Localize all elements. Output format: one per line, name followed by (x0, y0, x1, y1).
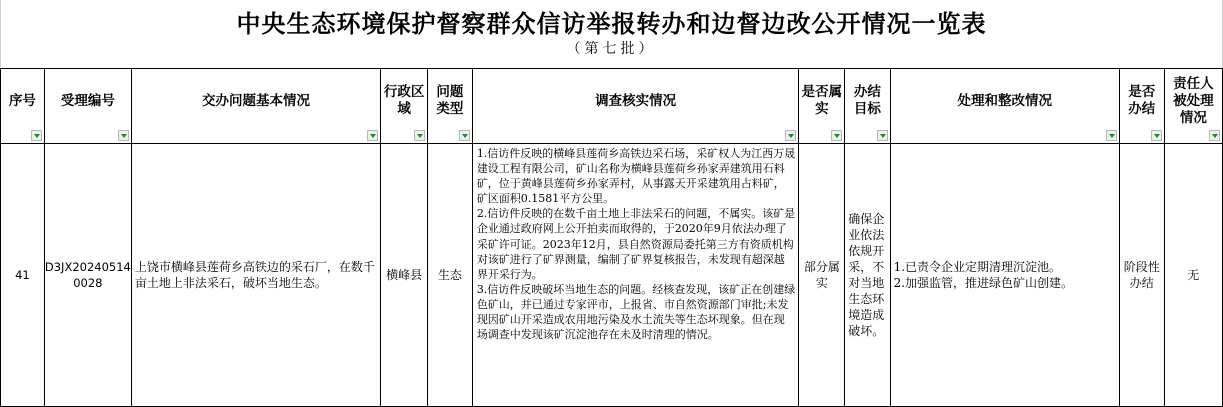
header-closed: 是否办结 (1119, 69, 1164, 144)
header-region: 行政区域 (381, 69, 428, 144)
header-accountability: 责任人被处理情况 (1164, 69, 1222, 144)
header-investigation: 调查核实情况 (472, 69, 799, 144)
filter-dropdown-icon[interactable] (118, 130, 129, 141)
cell-closed: 阶段性办结 (1119, 144, 1164, 407)
header-row (1, 69, 1223, 144)
page-title: 中央生态环境保护督察群众信访举报转办和边督边改公开情况一览表 (236, 9, 987, 38)
filter-dropdown-icon[interactable] (1209, 130, 1220, 141)
filter-dropdown-icon[interactable] (31, 130, 42, 141)
report-table (0, 68, 1223, 407)
header-type: 问题类型 (427, 69, 472, 144)
cell-basic: 上饶市横峰县莲荷乡高铁边的采石厂，在数千亩土地上非法采石，破坏当地生态。 (131, 144, 380, 407)
cell-accountability: 无 (1164, 144, 1222, 407)
header-is-true: 是否属实 (799, 69, 845, 144)
cell-is-true: 部分属实 (799, 144, 845, 407)
cell-goal: 确保企业依法依规开采，不对当地生态环境造成破坏。 (845, 144, 890, 407)
header-seq: 序号 (1, 69, 45, 144)
table-row (1, 144, 1223, 407)
filter-dropdown-icon[interactable] (367, 130, 378, 141)
filter-dropdown-icon[interactable] (785, 130, 796, 141)
filter-dropdown-icon[interactable] (414, 130, 425, 141)
filter-dropdown-icon[interactable] (877, 130, 888, 141)
rectification-item-2: 2.加强监管，推进绿色矿山创建。 (893, 276, 1074, 290)
investigation-item-2: 2.信访件反映的在数千亩土地上非法采石的问题，不属实。该矿是企业通过政府网上公开拍卖而取得的，于2020年9月依法办理了采矿许可证。2023年12月，县自然资源局委托第三方有资质机构对该矿进行了矿界测量，编制了矿界复核报告，未发现有超深越界开采行为。 (476, 207, 796, 281)
cell-investigation (472, 144, 799, 407)
header-rectification: 处理和整改情况 (890, 69, 1119, 144)
filter-dropdown-icon[interactable] (1106, 130, 1117, 141)
header-basic: 交办问题基本情况 (131, 69, 380, 144)
header-goal: 办结目标 (845, 69, 890, 144)
cell-code: D3JX20240514 0028 (44, 144, 131, 407)
rectification-item-1: 1.已责令企业定期清理沉淀池。 (893, 260, 1062, 274)
investigation-item-3: 3.信访件反映破坏当地生态的问题。经核查发现，该矿正在创建绿色矿山，并已通过专家评市，上报省、市自然资源部门审批;未发现因矿山开采造成农用地污染及水土流失等生态坏现象。但在现场调查中发现该矿沉淀池存在未及时清理的情况。 (476, 282, 796, 342)
investigation-item-1: 1.信访件反映的横峰县莲荷乡高铁边采石场，采矿权人为江西万晟建设工程有限公司，矿山名称为横峰县莲荷乡孙家弄建筑用石料矿，位于黄峰县莲荷乡孙家弄村，从事露天开采建筑用占料矿，矿区面积0.1581平方公里。 (476, 147, 796, 206)
cell-seq: 41 (1, 144, 45, 407)
filter-dropdown-icon[interactable] (459, 130, 470, 141)
header-code: 受理编号 (44, 69, 131, 144)
page-subtitle: （第七批） (566, 41, 657, 57)
filter-dropdown-icon[interactable] (831, 130, 842, 141)
cell-rectification (890, 144, 1119, 407)
filter-dropdown-icon[interactable] (1151, 130, 1162, 141)
cell-type: 生态 (427, 144, 472, 407)
cell-region: 横峰县 (381, 144, 428, 407)
